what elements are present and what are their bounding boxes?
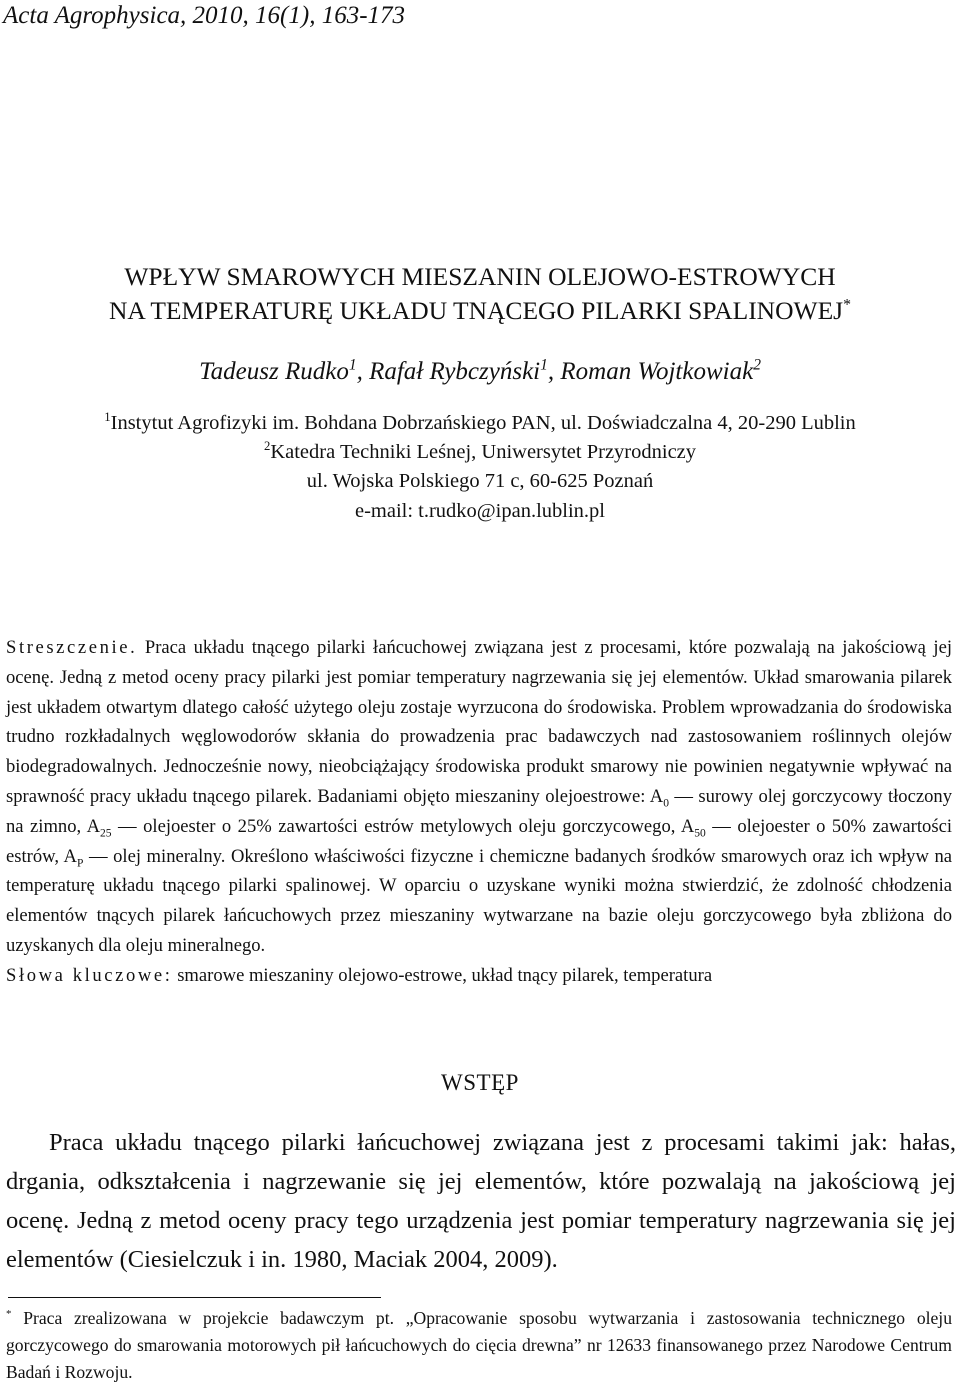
subscript: 0 <box>663 797 669 810</box>
contact-email: e-mail: t.rudko@ipan.lublin.pl <box>354 500 606 522</box>
subscript: P <box>76 857 84 870</box>
affiliation-1-text: Instytut Agrofizyki im. Bohdana Dobrzańskiego PAN, ul. Doświadczalna 4, 20-290 Lublin <box>110 412 856 434</box>
footnote-divider <box>8 1297 381 1298</box>
author-2: Rafał Rybczyński <box>369 358 541 385</box>
abstract-text: — surowy olej gorczycowy tłoczony na zimno, A <box>6 785 952 837</box>
title-footnote-mark: * <box>843 296 851 314</box>
authors <box>0 358 960 386</box>
title-line-2-text: NA TEMPERATURĘ UKŁADU TNĄCEGO PILARKI SPALINOWEJ <box>108 296 844 325</box>
affiliation-address: ul. Wojska Polskiego 71 c, 60-625 Poznań <box>306 470 654 492</box>
affiliation-2-number: 2 <box>263 439 271 454</box>
journal-citation: Acta Agrophysica, 2010, 16(1), 163-173 <box>3 2 406 29</box>
author-1-affiliation: 1 <box>348 356 357 374</box>
subscript: 25 <box>100 827 112 840</box>
abstract-label: Streszczenie. <box>6 637 138 658</box>
footnote-mark: * <box>6 1308 12 1321</box>
keywords-text: smarowe mieszaniny olejowo-estrowe, układ tnący pilarek, temperatura <box>172 964 713 986</box>
abstract <box>6 633 952 991</box>
affiliation-1 <box>0 412 960 435</box>
author-2-affiliation: 1 <box>540 356 548 374</box>
section-heading: WSTĘP <box>441 1070 519 1095</box>
author-3-affiliation: 2 <box>753 356 761 374</box>
keywords-label: Słowa kluczowe: <box>6 964 173 986</box>
abstract-text: Praca układu tnącego pilarki łańcuchowej związana jest z procesami, które pozwalają na jakościową jej ocenę. Jedną z metod oceny pracy pilarki jest pomiar temperatury nagrzewania się jej elementów. Układ smarowania pilarek jest układem otwartym dlatego całość użytego oleju zostaje wyrzucona do środowiska. Problem wprowadzania do środowiska trudno rozkładalnych węglowodorów skłania do prowadzenia prac badawczych nad zastosowaniem roślinnych olejów biodegradowalnych. Jednocześnie nowy, nieobciążający środowiska produkt smarowy nie powinien negatywnie wpływać na sprawność pracy układu tnącego pilarek. Badaniami objęto mieszaniny olejoestrowe: A <box>6 637 952 807</box>
abstract-text: — olejoester o 25% zawartości estrów metylowych oleju gorczycowego, A <box>111 815 695 837</box>
affiliation-1-number: 1 <box>104 410 111 425</box>
keywords <box>6 961 952 991</box>
affiliation-2-text: Katedra Techniki Leśnej, Uniwersytet Przyrodniczy <box>270 441 697 463</box>
subscript: 50 <box>694 827 706 840</box>
abstract-text: — olej mineralny. Określono właściwości fizyczne i chemiczne badanych środków smarowych oraz ich wpływ na temperaturę układu tnącego pilarki spalinowej. W oparciu o uzyskane wyniki można stwierdzić, że zdolność chłodzenia elementów tnących pilarek łańcuchowych przez mieszaniny wytwarzane na bazie oleju gorczycowego była zbliżona do uzyskanych dla oleju mineralnego. <box>6 845 953 956</box>
abstract-body <box>6 633 952 961</box>
title-line-2 <box>0 296 960 326</box>
author-separator: , <box>547 358 561 385</box>
author-3: Roman Wojtkowiak <box>560 358 754 385</box>
affiliation-2 <box>0 441 960 464</box>
title-line-1: WPŁYW SMAROWYCH MIESZANIN OLEJOWO-ESTROWYCH <box>124 262 836 291</box>
author-1: Tadeusz Rudko <box>199 358 349 385</box>
abstract-text: — olejoester o 50% zawartości estrów, A <box>6 815 952 867</box>
author-separator: , <box>356 358 370 385</box>
footnote-text: Praca zrealizowana w projekcie badawczym pt. „Opracowanie sposobu wytwarzania i zastosowania technicznego oleju gorczycowego do smarowania motorowych pił łańcuchowych do cięcia drewna” nr 12633 finansowanego przez Narodowe Centrum Badań i Rozwoju. <box>6 1308 952 1382</box>
footnote <box>6 1305 952 1386</box>
intro-paragraph: Praca układu tnącego pilarki łańcuchowej związana jest z procesami takimi jak: hałas, drgania, odkształcenia i nagrzewanie się jej elementów, które pozwalają na jakościową jej ocenę. Jedną z metod oceny pracy tego urządzenia jest pomiar temperatury nagrzewania się jej elementów (Ciesielczuk i in. 1980, Maciak 2004, 2009). <box>6 1129 956 1273</box>
